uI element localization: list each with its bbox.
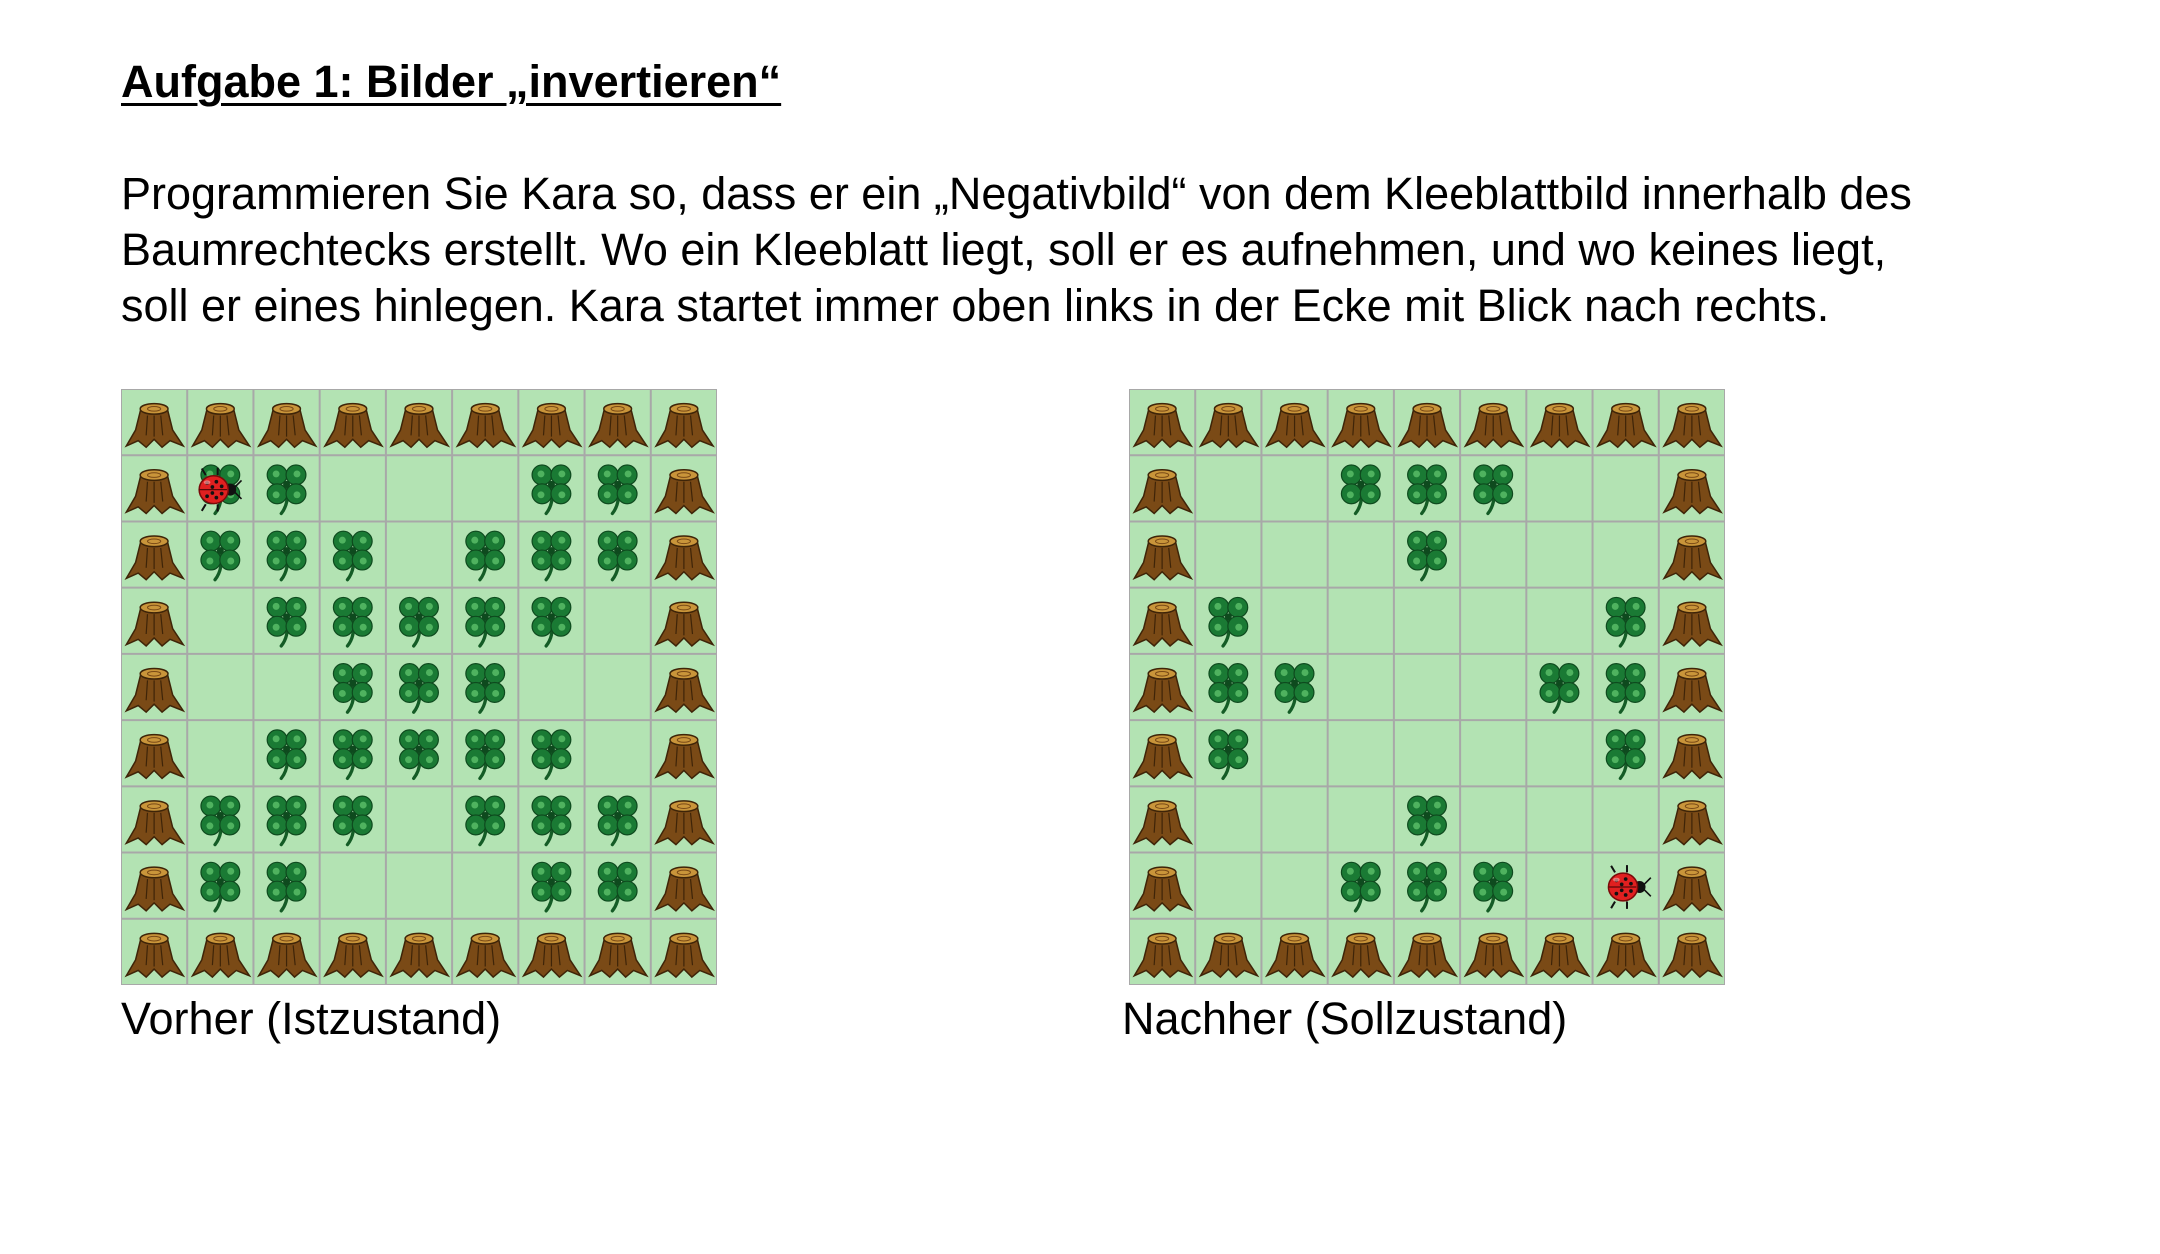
world-grid-svg <box>1129 389 1725 985</box>
task-description-line: Baumrechtecks erstellt. Wo ein Kleeblatt liegt, soll er es aufnehmen, und wo keines liegt, <box>121 224 1887 275</box>
caption-before: Vorher (Istzustand) <box>121 993 502 1044</box>
task-heading: Aufgabe 1: Bilder „invertieren“ <box>121 56 782 107</box>
task-description-line: Programmieren Sie Kara so, dass er ein „Negativbild“ von dem Kleeblattbild innerhalb des <box>121 168 1912 219</box>
world-grid-after <box>1129 389 1725 985</box>
task-description-line: soll er eines hinlegen. Kara startet immer oben links in der Ecke mit Blick nach rechts. <box>121 280 1830 331</box>
task-description <box>121 166 2101 334</box>
world-grid-before <box>121 389 717 985</box>
world-grid-svg <box>121 389 717 985</box>
caption-after: Nachher (Sollzustand) <box>1122 993 1568 1044</box>
